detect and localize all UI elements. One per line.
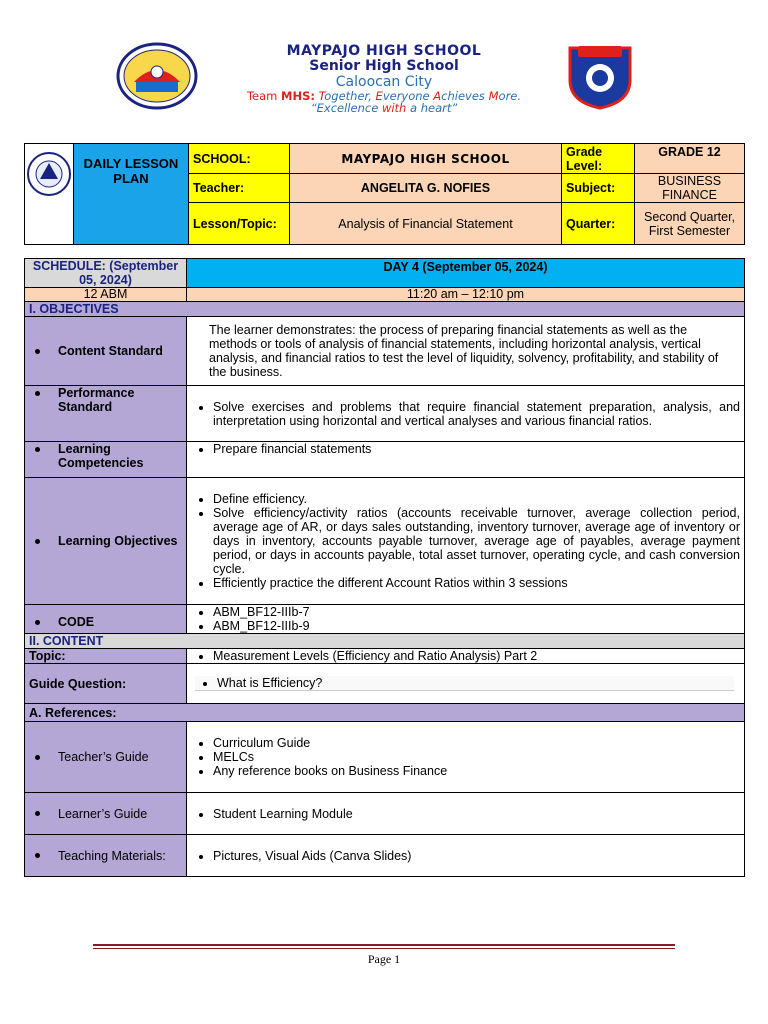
teachers-guide-label bbox=[29, 750, 182, 764]
quote-open: “Excellence bbox=[310, 101, 382, 115]
motto-mhs: MHS: bbox=[281, 89, 315, 103]
school-label: SCHOOL: bbox=[189, 144, 290, 174]
content-standard-label-text: Content Standard bbox=[58, 344, 163, 358]
code-label-cell bbox=[25, 605, 187, 634]
learning-competencies-cell bbox=[187, 442, 745, 478]
topic-cell bbox=[187, 649, 745, 664]
motto-initial: M bbox=[488, 89, 499, 103]
performance-standard-cell bbox=[187, 386, 745, 442]
teachers-guide-item: • MELCs bbox=[213, 750, 740, 764]
city-heading: Caloocan City bbox=[335, 74, 433, 90]
topic-label: Topic: bbox=[25, 649, 187, 664]
motto-initial: A bbox=[433, 89, 442, 103]
objectives-heading: I. OBJECTIVES bbox=[25, 302, 745, 317]
quarter-value: Second Quarter, First Semester bbox=[635, 203, 745, 245]
footer-divider bbox=[93, 944, 675, 946]
teaching-materials-item: • Pictures, Visual Aids (Canva Slides) bbox=[213, 849, 740, 863]
deped-school-logo bbox=[566, 42, 634, 110]
bullet-icon bbox=[35, 349, 40, 354]
guide-question: • What is Efficiency? bbox=[217, 676, 734, 690]
learning-objective-item: • Define efficiency. bbox=[213, 492, 740, 506]
bullet-icon bbox=[35, 447, 40, 452]
schedule-label: SCHEDULE: (September 05, 2024) bbox=[25, 259, 187, 288]
teaching-materials-label bbox=[29, 849, 182, 863]
teaching-materials-label-cell bbox=[25, 835, 187, 877]
motto-word: ogether, bbox=[324, 89, 376, 103]
teachers-guide-cell bbox=[187, 722, 745, 793]
class-time: 11:20 am – 12:10 pm bbox=[187, 288, 745, 302]
code-label-text: CODE bbox=[58, 615, 95, 629]
references-heading: A. References: bbox=[25, 704, 745, 722]
bullet-icon bbox=[35, 853, 40, 858]
motto-word: veryone bbox=[382, 89, 434, 103]
learning-objective-item: • Solve efficiency/activity ratios (accounts receivable turnover, average collection period, average age of AR, or days sales outstanding, inventory turnover, average age of inventory or days in inventory, accounts payable turnover, average age of payables, average payment period, or days in accounts payable, total asset turnover, operating cycle, and cash conversion cycle. bbox=[213, 506, 740, 576]
learning-competencies-label-text: Learning Competencies bbox=[58, 442, 144, 470]
topic-value: • Measurement Levels (Efficiency and Ratio Analysis) Part 2 bbox=[213, 649, 740, 663]
quote-close: a heart” bbox=[406, 101, 458, 115]
lesson-value: Analysis of Financial Statement bbox=[290, 203, 562, 245]
teachers-guide-label-cell bbox=[25, 722, 187, 793]
performance-standard-label bbox=[29, 386, 182, 414]
performance-standard: • Solve exercises and problems that require financial statement preparation, analysis, and interpretation using horizontal and vertical analyses and various financial ratios. bbox=[213, 400, 740, 428]
guide-question-label: Guide Question: bbox=[25, 664, 187, 704]
senior-high-heading: Senior High School bbox=[309, 58, 459, 74]
learning-objectives-label bbox=[29, 534, 182, 548]
lesson-info-table bbox=[24, 143, 745, 245]
bullet-icon bbox=[35, 539, 40, 544]
deped-seal bbox=[25, 149, 73, 239]
quote-with: with bbox=[381, 101, 407, 115]
teachers-guide-item: • Curriculum Guide bbox=[213, 736, 740, 750]
motto-word: chieves bbox=[441, 89, 489, 103]
lesson-plan-table bbox=[24, 258, 745, 877]
content-standard-label bbox=[29, 344, 182, 358]
motto-team: Team bbox=[246, 89, 282, 103]
page-number: Page 1 bbox=[367, 952, 401, 966]
performance-standard-label-text: Performance Standard bbox=[58, 386, 135, 414]
motto-initial: E bbox=[375, 89, 383, 103]
learning-objectives-label-cell bbox=[25, 478, 187, 605]
content-standard: The learner demonstrates: the process of preparing financial statements as well as the methods or tools of analysis of financial statements, including horizontal analysis, vertical analysis, and financial ratios to test the level of liquidity, solvency, profitability, and stability of the business. bbox=[187, 317, 745, 386]
teaching-materials-label-text: Teaching Materials: bbox=[58, 848, 166, 863]
learning-objectives-cell bbox=[187, 478, 745, 605]
subject-label: Subject: bbox=[562, 174, 635, 203]
teachers-guide-item: • Any reference books on Business Finance bbox=[213, 764, 740, 778]
teachers-guide-label-text: Teacher’s Guide bbox=[58, 750, 149, 764]
motto-initial: T bbox=[318, 89, 325, 103]
bullet-icon bbox=[35, 391, 40, 396]
content-heading: II. CONTENT bbox=[25, 634, 745, 649]
motto-word: ore. bbox=[498, 89, 522, 103]
content-standard-label-cell bbox=[25, 317, 187, 386]
code-item: • ABM_BF12-IIIb-9 bbox=[213, 619, 740, 633]
grade-label: Grade Level: bbox=[562, 144, 635, 174]
learning-objective-item: • Efficiently practice the different Account Ratios within 3 sessions bbox=[213, 576, 740, 590]
class-section: 12 ABM bbox=[25, 288, 187, 302]
bullet-icon bbox=[35, 620, 40, 625]
bullet-icon bbox=[35, 755, 40, 760]
code-label bbox=[29, 609, 182, 629]
learning-competency-item: • Prepare financial statements bbox=[213, 442, 740, 456]
footer-divider-thin bbox=[93, 948, 675, 949]
teacher-value: ANGELITA G. NOFIES bbox=[290, 174, 562, 203]
school-name-heading: MAYPAJO HIGH SCHOOL bbox=[286, 43, 482, 59]
learners-guide-cell bbox=[187, 793, 745, 835]
schedule-day: DAY 4 (September 05, 2024) bbox=[187, 259, 745, 288]
learners-guide-label-cell bbox=[25, 793, 187, 835]
learning-objectives-label-text: Learning Objectives bbox=[58, 534, 178, 548]
learners-guide-label-text: Learner’s Guide bbox=[58, 806, 148, 821]
subject-value: BUSINESS FINANCE bbox=[635, 174, 745, 203]
teaching-materials-cell bbox=[187, 835, 745, 877]
school-value: MAYPAJO HIGH SCHOOL bbox=[290, 144, 562, 174]
dlp-title: DAILY LESSON PLAN bbox=[74, 144, 189, 245]
performance-standard-label-cell bbox=[25, 386, 187, 442]
learners-guide-item: • Student Learning Module bbox=[213, 807, 740, 821]
code-item: • ABM_BF12-IIIb-7 bbox=[213, 605, 740, 619]
teacher-label: Teacher: bbox=[189, 174, 290, 203]
learning-competencies-label-cell bbox=[25, 442, 187, 478]
quarter-label: Quarter: bbox=[562, 203, 635, 245]
bullet-icon bbox=[35, 811, 40, 816]
learners-guide-label bbox=[29, 807, 182, 821]
learning-competencies-label bbox=[29, 442, 182, 470]
school-quote bbox=[0, 101, 768, 115]
code-cell bbox=[187, 605, 745, 634]
grade-value: GRADE 12 bbox=[635, 144, 745, 174]
guide-question-cell bbox=[187, 664, 745, 704]
lesson-label: Lesson/Topic: bbox=[189, 203, 290, 245]
deped-seal-cell bbox=[25, 144, 74, 245]
